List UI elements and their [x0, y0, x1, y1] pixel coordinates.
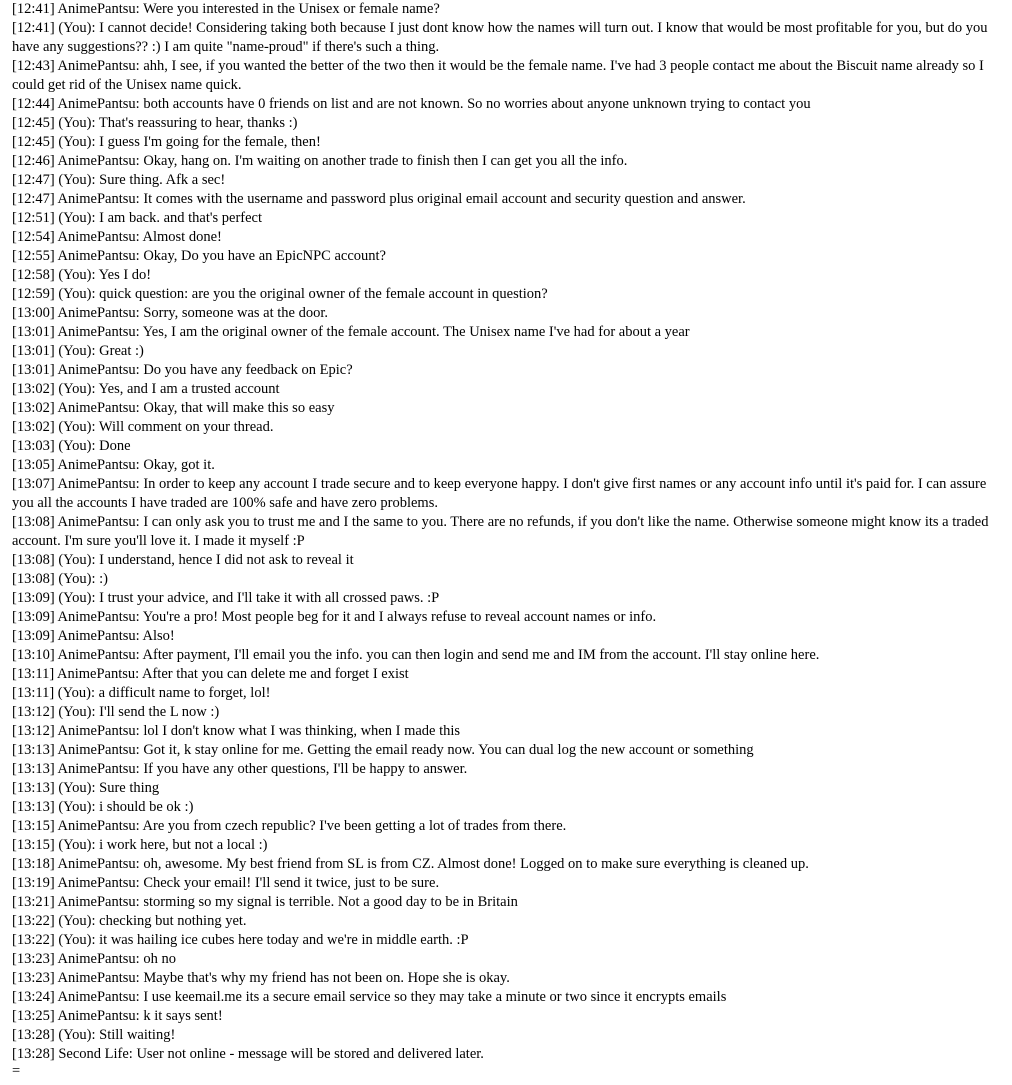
- message-text: Check your email! I'll send it twice, just to be sure.: [143, 875, 440, 891]
- message-timestamp: [12:47]: [12, 172, 55, 188]
- message-timestamp: [12:59]: [12, 286, 55, 302]
- message-timestamp: [13:19]: [12, 875, 55, 891]
- message-speaker: (You) :: [58, 552, 99, 568]
- message-timestamp: [13:28]: [12, 1027, 55, 1043]
- message-text: I guess I'm going for the female, then!: [99, 134, 321, 150]
- chat-message: [12, 190, 997, 209]
- message-timestamp: [13:07]: [12, 476, 55, 492]
- chat-message: [12, 969, 997, 988]
- chat-message: [12, 247, 997, 266]
- message-text: That's reassuring to hear, thanks :): [98, 115, 298, 131]
- message-speaker: AnimePantsu :: [58, 248, 144, 264]
- message-speaker: AnimePantsu :: [58, 153, 144, 169]
- message-timestamp: [13:00]: [12, 305, 55, 321]
- message-speaker: AnimePantsu :: [58, 191, 144, 207]
- message-timestamp: [13:01]: [12, 324, 55, 340]
- message-speaker: AnimePantsu :: [58, 362, 144, 378]
- chat-message: [12, 342, 997, 361]
- message-text: quick question: are you the original owner of the female account in question?: [99, 286, 548, 302]
- message-text: Done: [99, 438, 131, 454]
- message-speaker: AnimePantsu :: [58, 476, 144, 492]
- chat-message: [12, 133, 997, 152]
- message-timestamp: [13:23]: [12, 951, 55, 967]
- message-timestamp: [12:54]: [12, 229, 55, 245]
- message-timestamp: [13:13]: [12, 799, 55, 815]
- message-text: oh, awesome. My best friend from SL is from CZ. Almost done! Logged on to make sure everything is cleaned up.: [143, 856, 809, 872]
- chat-message: [12, 209, 997, 228]
- chat-message: [12, 741, 997, 760]
- message-timestamp: [12:41]: [12, 1, 55, 17]
- message-timestamp: [13:02]: [12, 381, 55, 397]
- message-timestamp: [13:12]: [12, 723, 55, 739]
- message-text: I understand, hence I did not ask to reveal it: [99, 552, 354, 568]
- message-timestamp: [13:09]: [12, 590, 55, 606]
- chat-message: [12, 475, 997, 513]
- message-speaker: (You) :: [58, 837, 99, 853]
- message-text: both accounts have 0 friends on list and are not known. So no worries about anyone unknown trying to contact you: [143, 96, 811, 112]
- message-text: In order to keep any account I trade secure and to keep everyone happy. I don't give first names or any account info until it's paid for. I can assure you all the accounts I have traded are 100% safe and have zero problems.: [12, 476, 987, 511]
- message-timestamp: [13:09]: [12, 628, 55, 644]
- chat-message: [12, 171, 997, 190]
- message-text: Okay, Do you have an EpicNPC account?: [143, 248, 386, 264]
- message-text: i should be ok :): [99, 799, 194, 815]
- message-timestamp: [13:11]: [12, 666, 55, 682]
- message-timestamp: [13:23]: [12, 970, 55, 986]
- message-text: Okay, that will make this so easy: [143, 400, 335, 416]
- message-timestamp: [13:08]: [12, 571, 55, 587]
- chat-message: [12, 418, 997, 437]
- message-text: Sure thing. Afk a sec!: [99, 172, 226, 188]
- message-speaker: (You) :: [58, 799, 99, 815]
- message-speaker: (You) :: [58, 134, 99, 150]
- chat-message: [12, 19, 997, 57]
- message-speaker: (You) :: [58, 419, 99, 435]
- message-text: it was hailing ice cubes here today and we're in middle earth. :P: [99, 932, 469, 948]
- chat-log: [12, 0, 997, 1078]
- message-text: Will comment on your thread.: [98, 419, 274, 435]
- chat-message: [12, 684, 997, 703]
- message-text: I am back. and that's perfect: [99, 210, 262, 226]
- message-speaker: AnimePantsu :: [58, 229, 143, 245]
- message-speaker: (You) :: [58, 780, 99, 796]
- message-text: Sorry, someone was at the door.: [143, 305, 329, 321]
- message-text: Maybe that's why my friend has not been on. Hope she is okay.: [143, 970, 510, 986]
- message-speaker: AnimePantsu :: [58, 514, 144, 530]
- chat-message: [12, 570, 997, 589]
- message-speaker: AnimePantsu :: [58, 761, 144, 777]
- message-timestamp: [13:15]: [12, 818, 55, 834]
- message-timestamp: [13:22]: [12, 913, 55, 929]
- message-timestamp: [13:08]: [12, 552, 55, 568]
- message-speaker: AnimePantsu :: [58, 856, 144, 872]
- message-speaker: AnimePantsu :: [58, 58, 144, 74]
- message-speaker: AnimePantsu :: [58, 305, 144, 321]
- message-speaker: AnimePantsu :: [58, 742, 144, 758]
- message-timestamp: [12:51]: [12, 210, 55, 226]
- message-speaker: AnimePantsu :: [57, 666, 142, 682]
- chat-message: [12, 361, 997, 380]
- message-speaker: (You) :: [58, 115, 99, 131]
- message-timestamp: [13:02]: [12, 400, 55, 416]
- message-timestamp: [13:12]: [12, 704, 55, 720]
- message-text: Okay, hang on. I'm waiting on another trade to finish then I can get you all the info.: [143, 153, 628, 169]
- message-speaker: (You) :: [58, 1027, 99, 1043]
- message-timestamp: [13:08]: [12, 514, 55, 530]
- chat-message: [12, 779, 997, 798]
- message-speaker: AnimePantsu :: [58, 96, 144, 112]
- message-speaker: (You) :: [58, 438, 99, 454]
- chat-message: [12, 551, 997, 570]
- message-timestamp: [13:25]: [12, 1008, 55, 1024]
- message-text: After payment, I'll email you the info. you can then login and send me and IM from the account. I'll stay online here.: [142, 647, 820, 663]
- message-speaker: AnimePantsu :: [58, 875, 144, 891]
- message-timestamp: [13:01]: [12, 343, 55, 359]
- message-speaker: (You) :: [58, 172, 99, 188]
- message-timestamp: [13:05]: [12, 457, 55, 473]
- message-speaker: (You) :: [58, 267, 98, 283]
- message-timestamp: [13:22]: [12, 932, 55, 948]
- message-text: Got it, k stay online for me. Getting the email ready now. You can dual log the new account or something: [143, 742, 754, 758]
- chat-message: [12, 152, 997, 171]
- message-timestamp: [13:01]: [12, 362, 55, 378]
- chat-message: [12, 513, 997, 551]
- message-speaker: AnimePantsu :: [58, 951, 144, 967]
- message-speaker: AnimePantsu :: [58, 818, 143, 834]
- chat-message: [12, 114, 997, 133]
- chat-message: [12, 760, 997, 779]
- message-text: Okay, got it.: [143, 457, 215, 473]
- message-timestamp: [12:58]: [12, 267, 55, 283]
- chat-message: [12, 817, 997, 836]
- message-text: I'll send the L now :): [99, 704, 220, 720]
- chat-message: [12, 285, 997, 304]
- message-timestamp: [13:10]: [12, 647, 55, 663]
- message-timestamp: [12:45]: [12, 115, 55, 131]
- message-speaker: (You) :: [58, 590, 99, 606]
- chat-message: [12, 437, 997, 456]
- chat-message: [12, 836, 997, 855]
- message-text: I cannot decide! Considering taking both because I just dont know how the names will turn out. I know that would be most profitable for you, but do you have any suggestions?? :) I am quite "name-proud" if there's such a thing.: [12, 20, 988, 55]
- message-speaker: AnimePantsu :: [58, 989, 144, 1005]
- message-text: Almost done!: [142, 229, 222, 245]
- message-timestamp: [12:44]: [12, 96, 55, 112]
- message-text: :): [99, 571, 109, 587]
- message-timestamp: [12:43]: [12, 58, 55, 74]
- message-speaker: (You) :: [58, 932, 99, 948]
- message-text: Are you from czech republic? I've been getting a lot of trades from there.: [142, 818, 567, 834]
- message-speaker: AnimePantsu :: [58, 1, 144, 17]
- message-text: Yes I do!: [98, 267, 152, 283]
- message-text: storming so my signal is terrible. Not a good day to be in Britain: [143, 894, 518, 910]
- chat-message: [12, 266, 997, 285]
- message-timestamp: [12:46]: [12, 153, 55, 169]
- message-timestamp: [12:45]: [12, 134, 55, 150]
- message-speaker: (You) :: [58, 20, 99, 36]
- message-timestamp: [13:15]: [12, 837, 55, 853]
- chat-message: [12, 988, 997, 1007]
- message-text: I trust your advice, and I'll take it with all crossed paws. :P: [99, 590, 440, 606]
- message-text: k it says sent!: [143, 1008, 223, 1024]
- message-text: Were you interested in the Unisex or female name?: [143, 1, 440, 17]
- message-text: Do you have any feedback on Epic?: [143, 362, 353, 378]
- chat-message: [12, 912, 997, 931]
- message-speaker: AnimePantsu :: [58, 1008, 144, 1024]
- message-text: i work here, but not a local :): [99, 837, 268, 853]
- chat-message: [12, 380, 997, 399]
- log-end-marker: =: [12, 1063, 21, 1079]
- chat-message: [12, 589, 997, 608]
- message-text: It comes with the username and password plus original email account and security question and answer.: [143, 191, 746, 207]
- message-speaker: (You) :: [58, 343, 99, 359]
- message-speaker: (You) :: [58, 571, 99, 587]
- message-speaker: AnimePantsu :: [58, 723, 144, 739]
- chat-message: [12, 228, 997, 247]
- message-speaker: (You) :: [58, 913, 99, 929]
- chat-message: [12, 456, 997, 475]
- message-text: a difficult name to forget, lol!: [98, 685, 271, 701]
- message-text: lol I don't know what I was thinking, when I made this: [143, 723, 461, 739]
- chat-message: [12, 874, 997, 893]
- message-text: Yes, I am the original owner of the female account. The Unisex name I've had for about a year: [142, 324, 690, 340]
- message-timestamp: [13:24]: [12, 989, 55, 1005]
- message-speaker: AnimePantsu :: [58, 609, 143, 625]
- message-text: You're a pro! Most people beg for it and I always refuse to reveal account names or info.: [142, 609, 657, 625]
- chat-message: [12, 703, 997, 722]
- message-timestamp: [12:55]: [12, 248, 55, 264]
- message-timestamp: [13:11]: [12, 685, 55, 701]
- message-speaker: (You) :: [58, 381, 98, 397]
- message-timestamp: [13:18]: [12, 856, 55, 872]
- message-speaker: (You) :: [58, 210, 99, 226]
- message-speaker: AnimePantsu :: [58, 628, 143, 644]
- chat-message: [12, 399, 997, 418]
- message-speaker: AnimePantsu :: [58, 324, 143, 340]
- chat-message: [12, 893, 997, 912]
- message-timestamp: [13:02]: [12, 419, 55, 435]
- message-timestamp: [13:13]: [12, 761, 55, 777]
- message-speaker: (You) :: [58, 685, 99, 701]
- message-speaker: Second Life :: [58, 1046, 136, 1062]
- message-text: If you have any other questions, I'll be happy to answer.: [143, 761, 468, 777]
- chat-message: [12, 931, 997, 950]
- chat-message: [12, 95, 997, 114]
- message-text: checking but nothing yet.: [99, 913, 247, 929]
- chat-message: [12, 665, 997, 684]
- message-text: After that you can delete me and forget I exist: [141, 666, 409, 682]
- message-speaker: AnimePantsu :: [58, 647, 143, 663]
- message-timestamp: [13:09]: [12, 609, 55, 625]
- message-timestamp: [13:13]: [12, 780, 55, 796]
- chat-message: [12, 646, 997, 665]
- chat-message: [12, 323, 997, 342]
- chat-message: [12, 798, 997, 817]
- message-text: ahh, I see, if you wanted the better of the two then it would be the female name. I've had 3 people contact me about the Biscuit name already so I could get rid of the Unisex name quick.: [12, 58, 984, 93]
- message-text: I use keemail.me its a secure email service so they may take a minute or two since it encrypts emails: [143, 989, 727, 1005]
- message-text: User not online - message will be stored and delivered later.: [136, 1046, 484, 1062]
- message-text: Yes, and I am a trusted account: [98, 381, 280, 397]
- chat-message: [12, 950, 997, 969]
- message-text: Also!: [142, 628, 175, 644]
- message-text: Great :): [99, 343, 144, 359]
- chat-message: [12, 1007, 997, 1026]
- chat-message: [12, 722, 997, 741]
- message-timestamp: [12:47]: [12, 191, 55, 207]
- message-speaker: AnimePantsu :: [58, 894, 144, 910]
- message-timestamp: [12:41]: [12, 20, 55, 36]
- chat-message: [12, 57, 997, 95]
- message-timestamp: [13:13]: [12, 742, 55, 758]
- message-timestamp: [13:21]: [12, 894, 55, 910]
- message-speaker: (You) :: [58, 286, 99, 302]
- chat-message: [12, 1045, 997, 1064]
- message-speaker: (You) :: [58, 704, 99, 720]
- message-text: I can only ask you to trust me and I the same to you. There are no refunds, if you don't like the name. Otherwise someone might know its a traded account. I'm sure you'll love it. I made it myself :P: [12, 514, 989, 549]
- message-text: oh no: [143, 951, 176, 967]
- chat-message: [12, 304, 997, 323]
- chat-message: [12, 1026, 997, 1045]
- chat-message: [12, 608, 997, 627]
- message-timestamp: [13:28]: [12, 1046, 55, 1062]
- chat-message: [12, 627, 997, 646]
- chat-message: [12, 0, 997, 19]
- message-speaker: AnimePantsu :: [58, 970, 144, 986]
- message-text: Still waiting!: [99, 1027, 176, 1043]
- message-timestamp: [13:03]: [12, 438, 55, 454]
- chat-message: [12, 855, 997, 874]
- message-speaker: AnimePantsu :: [58, 400, 144, 416]
- message-text: Sure thing: [99, 780, 160, 796]
- message-speaker: AnimePantsu :: [58, 457, 144, 473]
